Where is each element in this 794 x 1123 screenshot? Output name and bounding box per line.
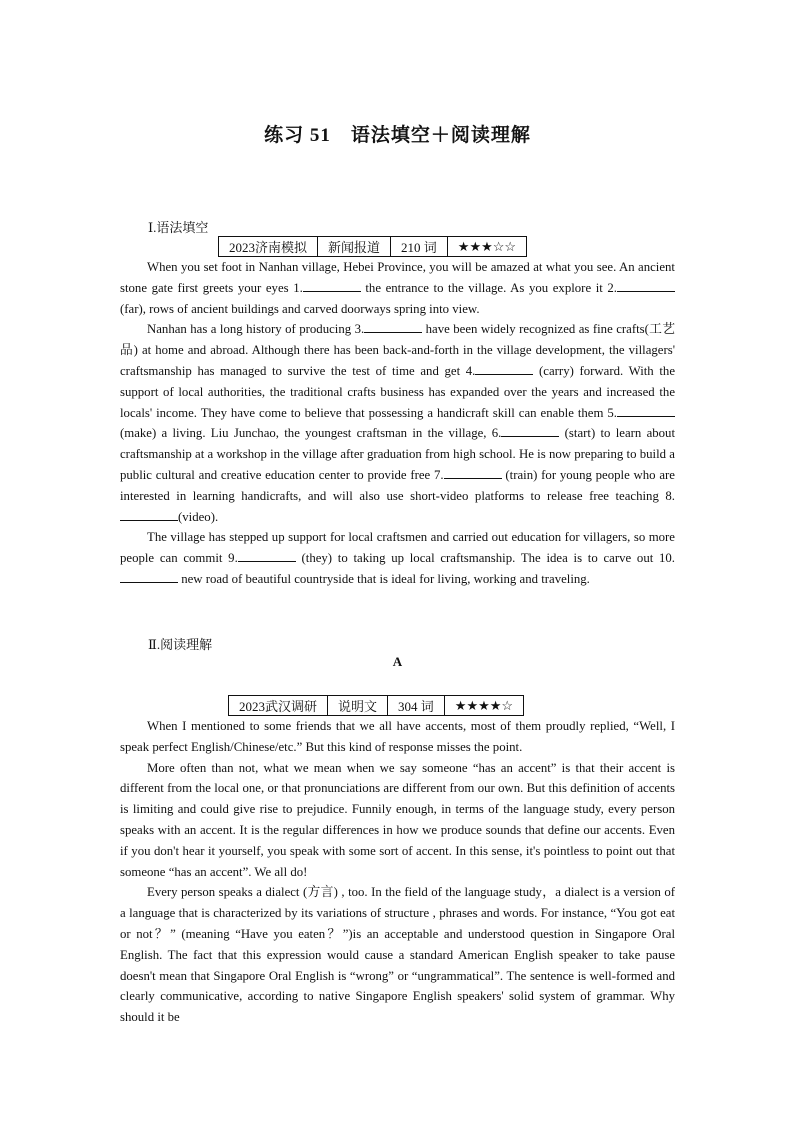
meta-difficulty: ★★★☆☆	[447, 237, 526, 257]
meta-difficulty: ★★★★☆	[444, 696, 523, 716]
blank-5[interactable]	[617, 404, 675, 417]
meta-genre: 说明文	[328, 696, 388, 716]
blank-6[interactable]	[501, 424, 559, 437]
reading-passage-a	[120, 716, 675, 1028]
meta-wordcount: 304 词	[388, 696, 445, 716]
blank-8[interactable]	[120, 508, 178, 521]
section-reading-meta-table	[228, 695, 524, 716]
blank-10[interactable]	[120, 570, 178, 583]
blank-3[interactable]	[364, 320, 422, 333]
blank-1[interactable]	[303, 279, 361, 292]
section-reading-heading: Ⅱ.阅读理解	[148, 637, 213, 652]
reading-paragraph-3: Every person speaks a dialect (方言) , too. In the field of the language study，a dialect is a version of a language that is characterized by its variations of structure , phrases and words. For instance, “You got eat or not？” (meaning “Have you eaten？”)is an acceptable and understood question in Singapore Oral English. The fact that this expression would cause a standard American English speaker to take pause doesn't mean that Singapore Oral English is “wrong” or “ungrammatical”. The sentence is well-formed and clearly communicative, according to native Singapore English speakers' solid system of grammar. Why should it be	[120, 885, 675, 1025]
meta-genre: 新闻报道	[318, 237, 391, 257]
blank-4[interactable]	[475, 362, 533, 375]
meta-source: 2023武汉调研	[229, 696, 328, 716]
reading-paragraph-1: When I mentioned to some friends that we all have accents, most of them proudly replied, “Well, I speak perfect English/Chinese/etc.” But this kind of response misses the point.	[120, 719, 675, 754]
blank-9[interactable]	[238, 549, 296, 562]
meta-source: 2023济南模拟	[219, 237, 318, 257]
page-title: 练习 51 语法填空＋阅读理解	[264, 125, 531, 146]
grammar-paragraph-3: The village has stepped up support for local craftsmen and carried out education for villagers, so more people can commit 9. (they) to taking up local craftsmanship. The idea is to carve out 10. new road of beautiful countryside that is ideal for living, working and traveling.	[120, 530, 675, 586]
meta-wordcount: 210 词	[391, 237, 448, 257]
section-grammar-heading: Ⅰ.语法填空	[148, 220, 209, 235]
reading-paragraph-2: More often than not, what we mean when we say someone “has an accent” is that their accent is different from the local one, or that pronunciations are different from our own. But this definition of accents is limiting and could give rise to prejudice. Funnily enough, in terms of the language study, every person speaks with an accent. It is the regular differences in how we produce sounds that define our accents. Even if you don't hear it yourself, you speak with some sort of accent. In this sense, it's pointless to point out that someone “has an accent”. We all do!	[120, 760, 675, 879]
grammar-paragraph-2: Nanhan has a long history of producing 3. have been widely recognized as fine crafts(工艺品) at home and abroad. Although there has been back-and-forth in the village development, the villagers' craftsmanship has managed to survive the test of time and get 4. (carry) forward. With the support of local authorities, the traditional crafts business has expanded over the years and increased the locals' income. They have come to believe that possessing a handicraft skill can enable them 5. (make) a living. Liu Junchao, the youngest craftsman in the village, 6. (start) to learn about craftsmanship at a workshop in the village after graduation from high school. He is now preparing to build a public cultural and creative education center to provide free 7. (train) for young people who are interested in learning handicrafts, and will also use short-video platforms to release free teaching 8.(video).	[120, 322, 676, 524]
blank-2[interactable]	[617, 279, 675, 292]
grammar-passage	[120, 257, 675, 590]
blank-7[interactable]	[444, 466, 502, 479]
grammar-paragraph-1: When you set foot in Nanhan village, Hebei Province, you will be amazed at what you see. An ancient stone gate first greets your eyes 1. the entrance to the village. As you explore it 2. (far), rows of ancient buildings and carved doorways spring into view.	[120, 260, 675, 316]
passage-a-label: A	[392, 654, 403, 669]
section-grammar-meta-table	[218, 236, 527, 257]
